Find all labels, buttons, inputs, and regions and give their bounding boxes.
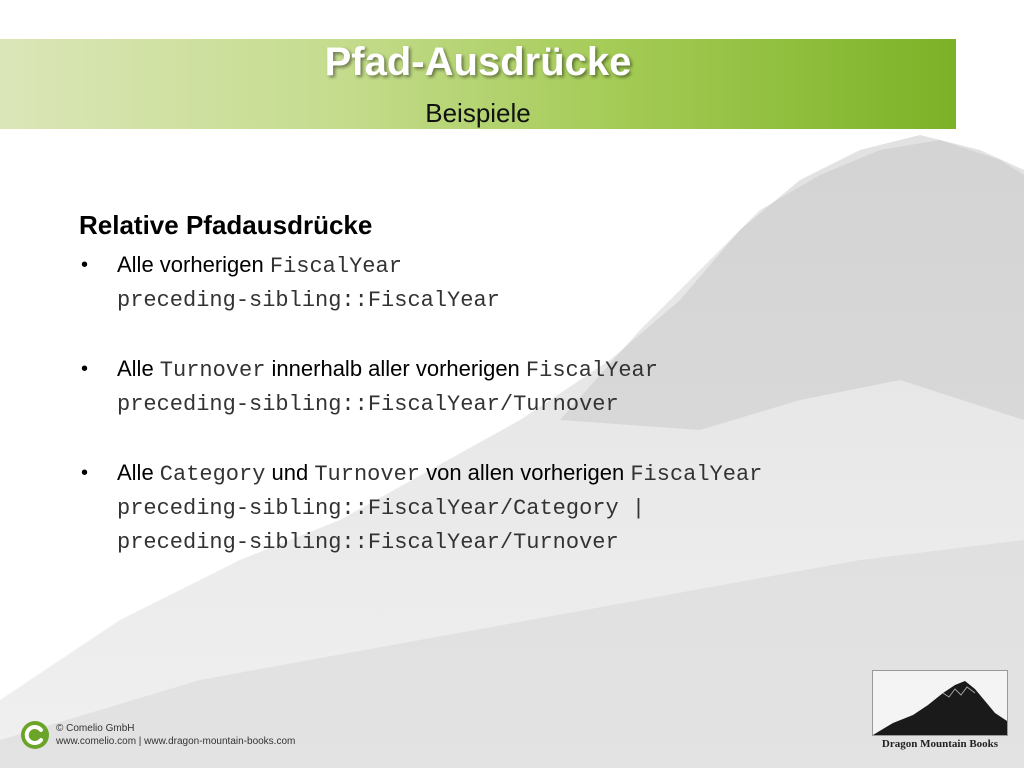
dmb-label: Dragon Mountain Books <box>881 738 999 750</box>
footer-links[interactable]: www.comelio.com | www.dragon-mountain-books.com <box>56 736 296 747</box>
bullet-code: FiscalYear <box>269 254 402 279</box>
bullet-code: Category <box>159 462 266 487</box>
xpath-expression: preceding-sibling::FiscalYear/Category | <box>117 496 646 521</box>
mountain-icon <box>873 671 1007 735</box>
bullet-text: Alle <box>117 356 160 381</box>
bullet-icon: • <box>81 358 89 380</box>
bullet-icon: • <box>81 254 89 276</box>
xpath-expression: preceding-sibling::FiscalYear/Turnover <box>117 392 619 417</box>
bullet-code: FiscalYear <box>630 462 763 487</box>
slide-title: Pfad-Ausdrücke <box>324 40 632 84</box>
slide-subtitle: Beispiele <box>425 98 531 128</box>
comelio-logo-icon <box>20 720 50 750</box>
footer-copyright: © Comelio GmbH <box>56 723 135 734</box>
section-heading: Relative Pfadausdrücke <box>79 210 373 240</box>
bullet-text: und <box>265 460 315 485</box>
bullet-code: Turnover <box>314 462 420 487</box>
bullet-text: Alle <box>117 460 160 485</box>
xpath-expression: preceding-sibling::FiscalYear/Turnover <box>117 530 619 555</box>
footer <box>20 720 295 750</box>
bullet-item <box>79 456 979 560</box>
bullet-icon: • <box>81 462 89 484</box>
bullet-text: innerhalb aller vorherigen <box>265 356 526 381</box>
bullet-text: Alle vorherigen <box>117 252 270 277</box>
dragon-mountain-books-logo <box>872 670 1008 754</box>
xpath-expression: preceding-sibling::FiscalYear <box>117 288 500 313</box>
bullet-item <box>79 352 979 422</box>
slide-content <box>79 208 979 560</box>
bullet-item <box>79 248 979 318</box>
bullet-code: Turnover <box>159 358 266 383</box>
bullet-text: von allen vorherigen <box>419 460 631 485</box>
bullet-code: FiscalYear <box>525 358 658 383</box>
